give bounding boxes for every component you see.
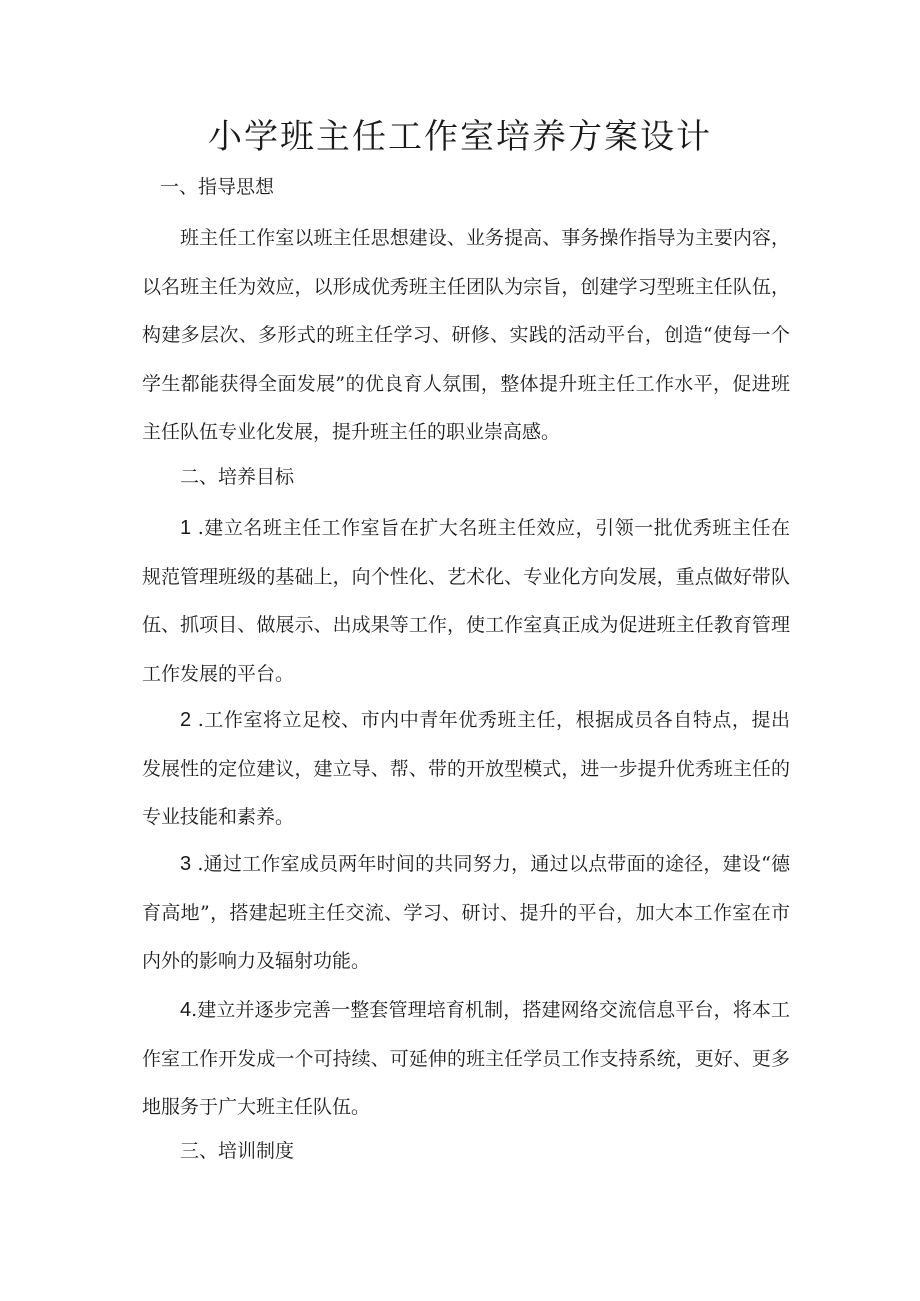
goal-item-4-number: 4 — [180, 999, 192, 1021]
goal-item-2 — [142, 696, 790, 842]
goal-item-2-number: 2 — [180, 709, 192, 731]
section-1-text: 班主任工作室以班主任思想建设、业务提高、事务操作指导为主要内容，以名班主任为效应，以形成优秀班主任团队为宗旨，创建学习型班主任队伍，构建多层次、多形式的班主任学习、研修、实践的活动平台，创造“使每一个学生都能获得全面发展”的优良育人氛围，整体提升班主任工作水平，促进班主任队伍专业化发展，提升班主任的职业崇高感。 — [142, 227, 790, 443]
document-title: 小学班主任工作室培养方案设计 — [208, 117, 712, 157]
goal-item-3 — [142, 840, 790, 986]
goal-item-1-text: .建立名班主任工作室旨在扩大名班主任效应，引领一批优秀班主任在规范管理班级的基础上，向个性化、艺术化、专业化方向发展，重点做好带队伍、抓项目、做展示、出成果等工作，使工作室真正成为促进班主任教育管理工作发展的平台。 — [142, 517, 790, 685]
goal-item-3-text: .通过工作室成员两年时间的共同努力，通过以点带面的途径，建设“德育高地”，搭建起班主任交流、学习、研讨、提升的平台，加大本工作室在市内外的影响力及辐射功能。 — [142, 853, 790, 972]
goal-item-1-number: 1 — [180, 517, 192, 539]
goal-item-4-text: .建立并逐步完善一整套管理培育机制，搭建网络交流信息平台，将本工作室工作开发成一个可持续、可延伸的班主任学员工作支持系统，更好、更多地服务于广大班主任队伍。 — [142, 999, 790, 1118]
section-heading-1: 一、指导思想 — [160, 176, 275, 198]
goal-item-2-text: .工作室将立足校、市内中青年优秀班主任，根据成员各自特点，提出发展性的定位建议，建立导、帮、带的开放型模式，进一步提升优秀班主任的专业技能和素养。 — [142, 709, 790, 828]
section-heading-3: 三、培训制度 — [180, 1140, 295, 1162]
goal-item-3-number: 3 — [180, 853, 192, 875]
goal-item-1 — [142, 504, 790, 698]
goal-item-4 — [142, 986, 790, 1132]
section-heading-2: 二、培养目标 — [180, 466, 295, 488]
section-1-paragraph — [142, 214, 790, 457]
